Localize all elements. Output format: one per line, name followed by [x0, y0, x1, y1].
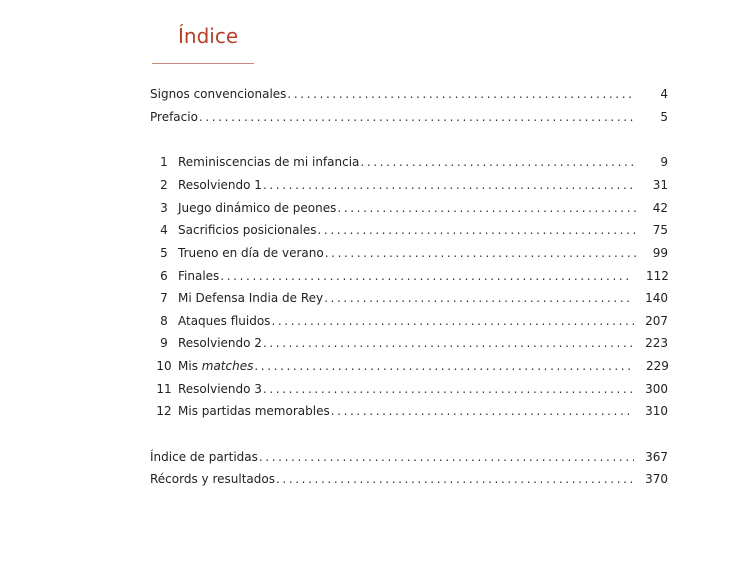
chapter-number: 5	[160, 246, 168, 260]
dot-leader	[336, 199, 640, 217]
toc-entry-title: Resolviendo 2	[178, 336, 262, 350]
toc-entry-page: 207	[645, 314, 668, 328]
chapter-number: 12	[156, 404, 172, 418]
dot-leader	[330, 402, 632, 420]
toc-entry-title: Mis partidas memorables	[178, 404, 330, 418]
toc-entry-title: Récords y resultados	[150, 472, 275, 486]
toc-entry-title: Índice de partidas	[150, 450, 258, 464]
toc-entry-chapter-4[interactable]	[150, 221, 668, 239]
toc-entry-page: 367	[645, 450, 668, 464]
toc-entry-chapter-12[interactable]	[150, 402, 668, 420]
toc-entry-title: Prefacio	[150, 110, 198, 124]
toc-entry-page: 310	[645, 404, 668, 418]
dot-leader	[270, 312, 634, 330]
dot-leader	[262, 334, 632, 352]
toc-entry-page: 4	[660, 87, 668, 101]
toc-entry-chapter-5[interactable]	[150, 244, 668, 262]
dot-leader	[258, 448, 634, 466]
toc-entry-title: Juego dinámico de peones	[178, 201, 337, 215]
chapter-number: 7	[160, 291, 168, 305]
dot-leader	[286, 85, 634, 103]
chapter-number: 1	[160, 155, 168, 169]
title-italic: matches	[201, 359, 254, 373]
chapter-number: 11	[156, 382, 172, 396]
toc-entry-page: 140	[645, 291, 668, 305]
toc-entry-title: Trueno en día de verano	[178, 246, 324, 260]
toc-entry-chapter-7[interactable]	[150, 289, 668, 307]
toc-entry-title: Mi Defensa India de Rey	[178, 291, 324, 305]
toc-entry-chapter-3[interactable]	[150, 199, 668, 217]
toc-entry-title: Ataques fluidos	[178, 314, 271, 328]
toc-entry-signos[interactable]	[150, 85, 668, 103]
dot-leader	[262, 380, 632, 398]
toc-entry-chapter-9[interactable]	[150, 334, 668, 352]
toc-entry-page: 112	[646, 269, 669, 283]
toc-entry-chapter-1[interactable]	[150, 153, 668, 171]
toc-entry-page: 370	[645, 472, 668, 486]
toc-entry-chapter-2[interactable]	[150, 176, 668, 194]
toc-entry-page: 5	[660, 110, 668, 124]
title-prefix: Mis	[178, 359, 202, 373]
chapter-number: 4	[160, 223, 168, 237]
chapter-number: 10	[156, 359, 172, 373]
chapter-number: 8	[160, 314, 168, 328]
dot-leader	[275, 470, 636, 488]
dot-leader	[253, 357, 632, 375]
toc-entry-title	[178, 357, 253, 375]
page-title: Índice	[178, 24, 239, 48]
chapter-number: 9	[160, 336, 168, 350]
toc-entry-chapter-11[interactable]	[150, 380, 668, 398]
toc-entry-title: Resolviendo 3	[178, 382, 262, 396]
dot-leader	[359, 153, 634, 171]
toc-entry-title: Resolviendo 1	[178, 178, 262, 192]
dot-leader	[198, 108, 634, 126]
dot-leader	[316, 221, 640, 239]
toc-entry-chapter-10[interactable]	[150, 357, 668, 375]
dot-leader	[262, 176, 634, 194]
toc-entry-page: 229	[646, 359, 669, 373]
dot-leader	[323, 289, 634, 307]
toc-entry-records[interactable]	[150, 470, 668, 488]
toc-entry-indice-partidas[interactable]	[150, 448, 668, 466]
dot-leader	[219, 267, 628, 285]
toc-entry-page: 223	[645, 336, 668, 350]
chapter-number: 2	[160, 178, 168, 192]
toc-entry-page: 75	[652, 223, 668, 237]
toc-entry-page: 300	[645, 382, 668, 396]
toc-entry-page: 9	[660, 155, 668, 169]
toc-entry-title: Sacrificios posicionales	[178, 223, 317, 237]
dot-leader	[324, 244, 640, 262]
toc-entry-title: Finales	[178, 269, 220, 283]
toc-entry-prefacio[interactable]	[150, 108, 668, 126]
chapter-number: 3	[160, 201, 168, 215]
toc-entry-page: 99	[652, 246, 668, 260]
toc-entry-title: Reminiscencias de mi infancia	[178, 155, 360, 169]
toc-entry-chapter-8[interactable]	[150, 312, 668, 330]
chapter-number: 6	[160, 269, 168, 283]
toc-entry-title: Signos convencionales	[150, 87, 287, 101]
toc-entry-page: 42	[652, 201, 668, 215]
toc-entry-page: 31	[652, 178, 668, 192]
title-underline	[152, 63, 254, 64]
toc-entry-chapter-6[interactable]	[150, 267, 668, 285]
